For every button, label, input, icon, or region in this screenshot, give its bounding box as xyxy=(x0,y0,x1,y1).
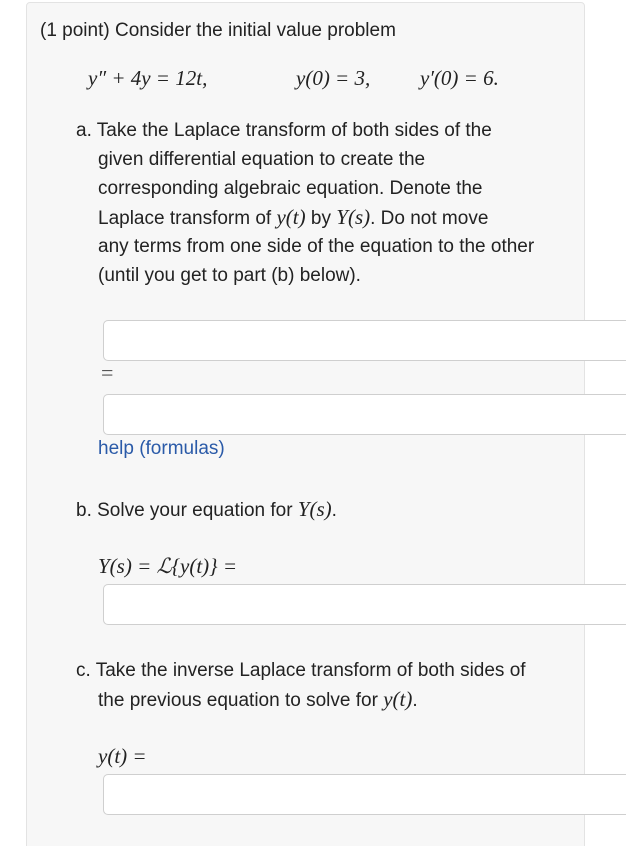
part-a-line-2: given differential equation to create the xyxy=(98,149,426,170)
problem-intro: (1 point) Consider the initial value problem xyxy=(40,20,396,41)
part-c-line-2 xyxy=(98,685,418,715)
part-a-line-4-post: . Do not move xyxy=(370,208,489,229)
part-a-line-3: corresponding algebraic equation. Denote the xyxy=(98,178,483,199)
laplace-rhs-input[interactable] xyxy=(103,394,626,435)
part-a-line-6: (until you get to part (b) below). xyxy=(98,265,361,286)
help-formulas-link[interactable]: help (formulas) xyxy=(98,438,225,459)
math-y-of-t: y(t) xyxy=(383,687,413,711)
math-y-of-t: y(t) xyxy=(276,205,306,229)
part-b-line-pre: b. Solve your equation for xyxy=(76,500,298,521)
part-a-line-1: a. Take the Laplace transform of both sides of the xyxy=(76,120,492,141)
part-a-line-4 xyxy=(98,203,488,233)
Y-of-s-input[interactable] xyxy=(103,584,626,625)
laplace-lhs-input[interactable] xyxy=(103,320,626,361)
part-a-line-4-mid: by xyxy=(305,208,337,229)
part-c-line-1: c. Take the inverse Laplace transform of both sides of xyxy=(76,660,526,681)
part-c-line-2-pre: the previous equation to solve for xyxy=(98,690,384,711)
part-a-line-5: any terms from one side of the equation to the other xyxy=(98,236,535,257)
part-c-label: y(t) = xyxy=(98,744,147,768)
differential-equation: y″ + 4y = 12t, xyxy=(88,66,208,90)
part-b-line xyxy=(76,495,337,525)
part-b-line-post: . xyxy=(331,500,337,521)
initial-condition-1: y(0) = 3, xyxy=(296,66,371,90)
part-b-label: Y(s) = ℒ{y(t)} = xyxy=(98,554,237,578)
part-a-line-4-pre: Laplace transform of xyxy=(98,208,277,229)
math-Y-of-s: Y(s) xyxy=(297,497,332,521)
y-of-t-input[interactable] xyxy=(103,774,626,815)
equals-sign: = xyxy=(101,360,114,385)
initial-condition-2: y′(0) = 6. xyxy=(420,66,499,90)
part-c-line-2-post: . xyxy=(412,690,418,711)
math-Y-of-s: Y(s) xyxy=(336,205,371,229)
